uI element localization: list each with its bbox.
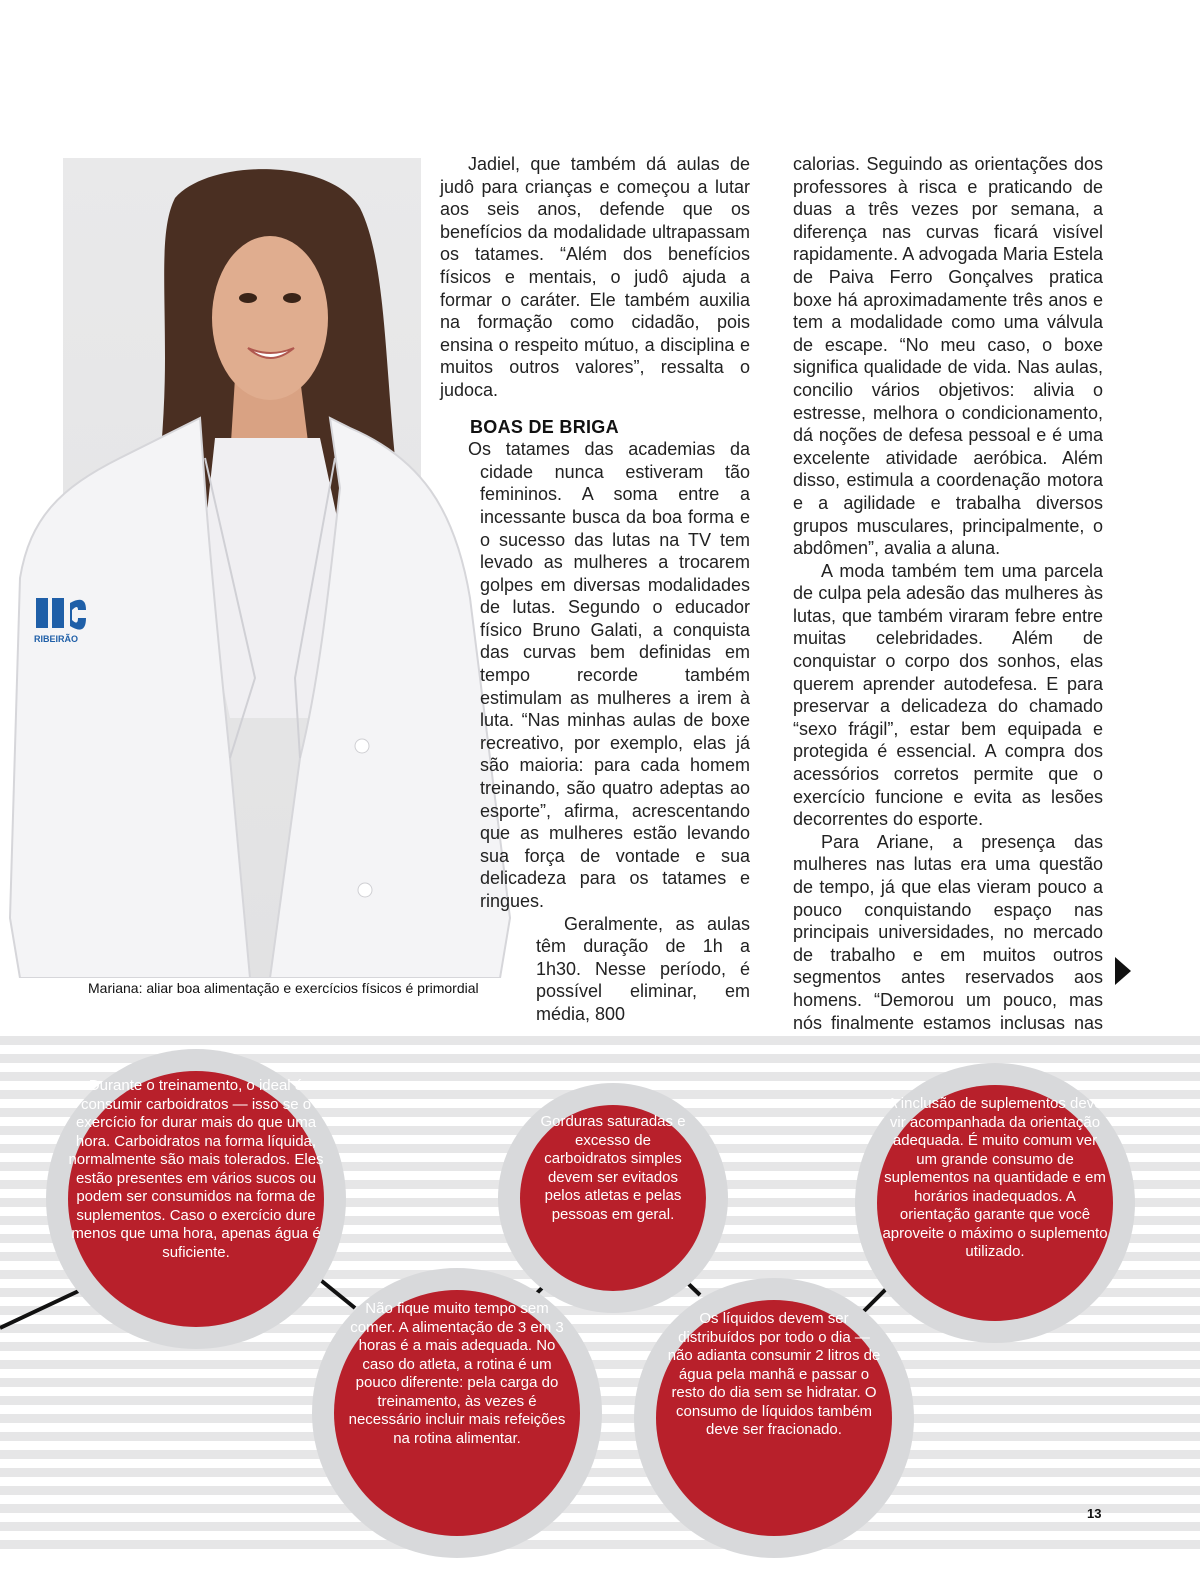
tip-text: Gorduras saturadas e excesso de carboidratos simples devem ser evitados pelos atletas e pelas pessoas em geral. (540, 1113, 686, 1223)
article-paragraph: calorias. Seguindo as orientações dos professores à risca e praticando de duas a três vezes por semana, a diferença nas curvas ficará visível rapidamente. A advogada Maria Estela de Paiva Ferro Gonçalves pratica boxe há aproximadamente três anos e tem a modalidade como uma válvula de escape. “No meu caso, o boxe significa qualidade de vida. Nas aulas, concilio vários objetivos: alivia o estresse, melhora o condicionamento, dá noções de defesa pessoal e é uma excelente atividade aeróbica. Além disso, estimula a coordenação motora e a agilidade e trabalha diversos grupos musculares, principalmente, o abdômen”, avalia a aluna. (793, 154, 1103, 559)
tip-text: A inclusão de suplementos deve vir acompanhada da orientação adequada. É muito comum ver um grande consumo de suplementos na quantidade e em horários inadequados. A orientação garante que você aproveite o máximo o suplemento utilizado. (882, 1095, 1108, 1260)
photo-caption: Mariana: aliar boa alimentação e exercícios físicos é primordial (88, 980, 479, 996)
tip-text: Os líquidos devem ser distribuídos por todo o dia — não adianta consumir 2 litros de água pela manhã e passar o resto do dia sem se hidratar. O consumo de líquidos também deve ser fracionado. (667, 1310, 881, 1438)
article-paragraph: Jadiel, que também dá aulas de judô para crianças e começou a lutar aos seis anos, defende que os benefícios da modalidade ultrapassam os tatames. “Além dos benefícios físicos e mentais, o judô ajuda a formar o caráter. Ele também auxilia na formação como cidadão, pois ensina o respeito mútuo, a disciplina e muitos outros valores”, ressalta o judoca. (440, 154, 750, 400)
tip-text: Durante o treinamento, o ideal é consumir carboidratos — isso se o exercício for durar mais do que uma hora. Carboidratos na forma líquida, normalmente são mais tolerados. Eles estão presentes em vários sucos ou podem ser consumidos na forma de suplementos. Caso o exercício dure menos que uma hora, apenas água é suficiente. (68, 1077, 324, 1261)
page-number: 13 (1087, 1506, 1102, 1521)
tip-bubble (46, 1049, 346, 1349)
tip-text: Não fique muito tempo sem comer. A alimentação de 3 em 3 horas é a mais adequada. No caso do atleta, a rotina é um pouco diferente: pela carga do treinamento, às vezes é necessário incluir mais refeições na rotina alimentar. (348, 1300, 566, 1447)
tip-bubble (634, 1278, 914, 1558)
tip-bubble (855, 1063, 1135, 1343)
article-paragraph: Os tatames das academias da cidade nunca estiveram tão femininos. A soma entre a incessante busca da boa forma e o sucesso das lutas na TV tem levado as mulheres a trocarem golpes em diversas modalidades de lutas. Segundo o educador físico Bruno Galati, a conquista das curvas bem definidas em tempo recorde também estimulam as mulheres a irem à luta. “Nas minhas aulas de boxe recreativo, por exemplo, elas já são maioria: para cada homem treinando, são quatro adeptas ao esporte”, afirma, acrescentando que as mulheres estão levando sua força de vontade e sua delicadeza para os tatames e ringues. (468, 439, 750, 911)
tip-bubble (312, 1268, 602, 1558)
section-heading: BOAS DE BRIGA (470, 416, 619, 437)
logo-text: RIBEIRÃO (34, 634, 79, 644)
article-paragraph: Para Ariane, a presença das mulheres nas lutas era uma questão de tempo, já que elas vieram pouco a pouco conquistando espaço nas principais universidades, no mercado de trabalho e em muitos outros segmentos antes reservados aos homens. “Demorou um pouco, mas nós finalmente estamos inclusas nas (793, 831, 1103, 1033)
article-paragraph: Geralmente, as aulas têm duração de 1h a 1h30. Nesse período, é possível eliminar, em média, 800 (536, 913, 750, 1024)
tip-bubble (498, 1083, 728, 1313)
article-paragraph: A moda também tem uma parcela de culpa pela adesão das mulheres às lutas, que também viraram febre entre muitas celebridades. Além de conquistar o corpo dos sonhos, elas querem aprender autodefesa. E para preservar a delicadeza do chamado “sexo frágil”, estar bem equipada e protegida é essencial. A compra dos acessórios corretos permite que o exercício funcione e evita as lesões decorrentes do esporte. (793, 560, 1103, 830)
